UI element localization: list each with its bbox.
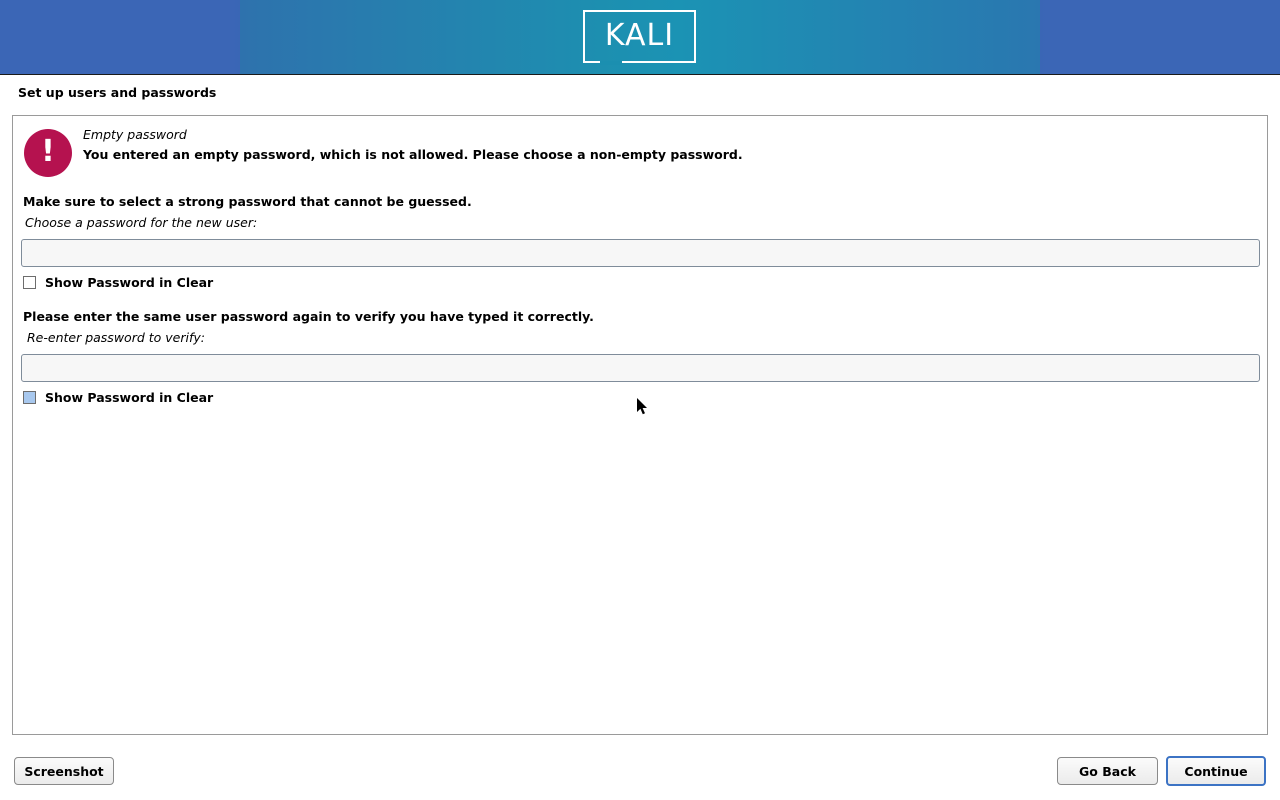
kali-banner [0,0,1280,74]
screenshot-button[interactable]: Screenshot [14,757,114,785]
show-password-1-checkbox[interactable] [23,276,36,289]
show-password-2-checkbox[interactable] [23,391,36,404]
banner-divider [0,74,1280,75]
go-back-button[interactable]: Go Back [1057,757,1158,785]
continue-button[interactable]: Continue [1166,756,1266,786]
main-panel [12,115,1268,735]
verify-note: Please enter the same user password again to verify you have typed it correctly. [23,309,594,324]
verify-password-input[interactable] [21,354,1260,382]
verify-field-label: Re-enter password to verify: [27,330,205,345]
error-message: You entered an empty password, which is not allowed. Please choose a non-empty password. [83,147,743,162]
exclamation-icon [24,129,72,177]
show-password-1-label: Show Password in Clear [45,275,214,290]
password-input[interactable] [21,239,1260,267]
kali-logo [583,10,696,63]
password-field-label: Choose a password for the new user: [25,215,258,230]
kali-logo-notch [600,61,622,65]
error-title: Empty password [83,127,187,142]
strong-password-note: Make sure to select a strong password that cannot be guessed. [23,194,472,209]
kali-logo-text: KALI [604,17,675,53]
show-password-2-label: Show Password in Clear [45,390,214,405]
page-title: Set up users and passwords [18,85,217,100]
exclamation-icon-glyph: ! [41,133,55,169]
